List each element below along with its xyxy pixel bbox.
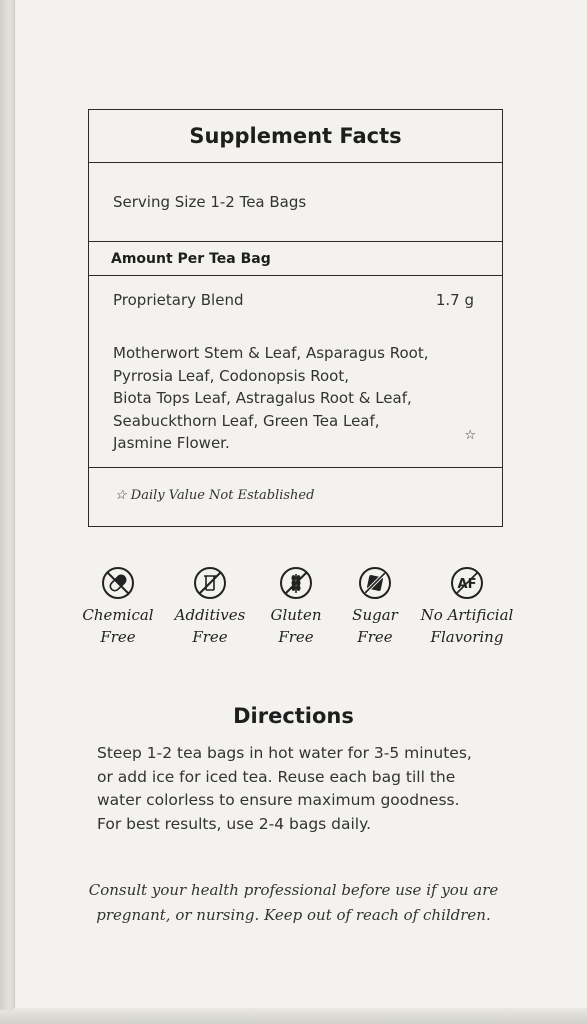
caution-line: pregnant, or nursing. Keep out of reach of children. [96,906,491,924]
feature-badges [80,566,520,656]
directions-line: Steep 1-2 tea bags in hot water for 3-5 minutes, [97,744,472,762]
blend-amount: 1.7 g [435,291,474,309]
box-bottom-edge [0,1010,587,1024]
directions-text [97,742,497,836]
ingredient-line: Motherwort Stem & Leaf, Asparagus Root, [113,344,429,362]
star-marker: ☆ [464,428,476,443]
badge-label-line1: Sugar [352,606,398,624]
badge-label-line1: No Artificial [420,606,514,624]
af-icon-text: AF [457,577,477,592]
ingredient-line: Biota Tops Leaf, Astragalus Root & Leaf, [113,389,412,407]
ingredient-list [113,342,465,455]
supplement-facts-label [88,109,503,527]
badge-label-line1: Additives [174,606,246,624]
ingredient-line: Seabuckthorn Leaf, Green Tea Leaf, [113,411,380,430]
caution-line: Consult your health professional before use if you are [88,881,499,899]
caution-statement [60,878,527,928]
badge-chemical-free [73,566,163,648]
badge-label-line1: Gluten [270,606,322,624]
badge-label-line2: Flavoring [430,628,504,646]
badge-sugar-free [330,566,420,648]
badge-gluten-free [251,566,341,648]
directions-line: For best results, use 2-4 bags daily. [97,814,372,833]
badge-label-line2: Free [357,628,393,646]
badge-no-artificial-flavoring [417,566,517,648]
proprietary-blend-row [89,276,502,468]
box-side-edge [0,0,14,1024]
serving-size: Serving Size 1-2 Tea Bags [89,163,502,242]
af-icon [450,566,484,600]
wheat-crossed-icon [279,566,313,600]
capsule-crossed-icon [101,566,135,600]
badge-label-line2: Free [192,628,228,646]
directions-line: or add ice for iced tea. Reuse each bag till the [97,767,456,786]
badge-additives-free [165,566,255,648]
ingredient-line: Jasmine Flower. [113,434,230,452]
directions-line: water colorless to ensure maximum goodness. [97,791,460,809]
blend-name: Proprietary Blend [113,291,244,309]
sugar-crossed-icon [358,566,392,600]
supplement-facts-title: Supplement Facts [89,110,502,163]
daily-value-footnote: ☆ Daily Value Not Established [115,488,315,503]
additive-crossed-icon [193,566,227,600]
amount-per-serving-header: Amount Per Tea Bag [89,242,502,276]
badge-label-line2: Free [278,628,314,646]
badge-label-line1: Chemical [82,606,154,624]
ingredient-line: Pyrrosia Leaf, Codonopsis Root, [113,366,349,385]
directions-title: Directions [233,704,354,728]
badge-label-line2: Free [100,628,136,646]
